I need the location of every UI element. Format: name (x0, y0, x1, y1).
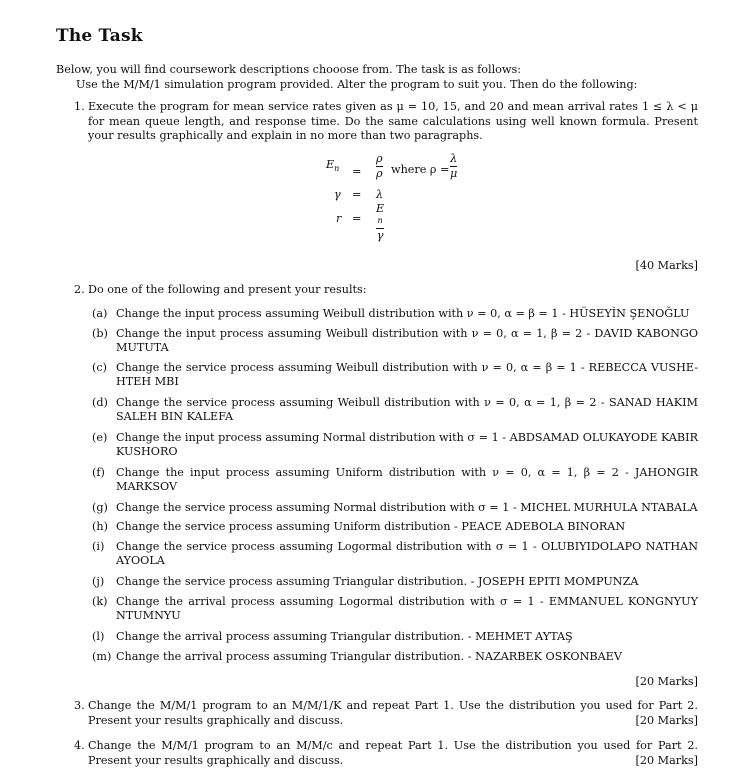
eq-en-subscript: n (334, 164, 340, 173)
eq-r: r (336, 212, 342, 225)
eq-equals-2: = (352, 188, 362, 201)
question-3-text: Change the M/M/1 program to an M/M/1/K and repeat Part 1. Use the distribution you used for Part 2. Present your results graphically and discuss. (88, 699, 698, 727)
question-1-marks: [40 Marks] (635, 259, 698, 272)
document-page: The Task Below, you will find coursework descriptions chooose from. The task is as follows: Use the M/M/1 simulation program provided. Alter the program to suit you. Then do the following: 1. Execute the program for mean service rates given as μ = 10, 15, and 20 and mean arrival rates 1 ≤ λ < μ for mean queue length, and response time. Do the same calculations using well known formula. Present your results graphically and explain in no more than two paragraphs. $E_n$ = $\frac{\rho}{\rho}$ where ρ = $\frac{\lambda}{\mu}$ γ = λ r = E n γ [40 Marks] 2. Do one of the following and present your results: (a) Change the input process assuming Weibull distribution with ν = 0, α = β = 1 - HÜSEYİN ŞENOĞLU (b) Change the input process assuming Weibull distribution with ν = 0, α = 1, β = 2 - DAVID KABONGO MUTUTA (c) Change the service process assuming Weibull distribution with ν = 0, α = β = 1 - REBECCA VUSHE-HTEH MBI (d) Change the service process assuming Weibull distribution with ν = 0, α = 1, β = 2 - SANAD HAKIM SALEH BIN KALEFA (e) Change the input process assuming Normal distribution with σ = 1 - ABDSAMAD OLUKAYODE KABIR KUSHORO (f) Change the input process assuming Uniform distribution with ν = 0, α = 1, β = 2 - JAHONGIR MARKSOV (g) Change the service process assuming Normal distribution with σ = 1 - MICHEL MURHULA NTABALA (h) Change the service process assuming Uniform distribution - PEACE ADEBOLA BINORAN (i) Change the service process assuming Logormal distribution with σ = 1 - OLUBIYIDOLAPO NATHAN AYOOLA (j) Change the service process assuming Triangular distribution. - JOSEPH EPITI MOMPUNZA (k) Change the arrival process assuming Logormal distribution with σ = 1 - EMMANUEL KONGNYUY NTUMNYU (l) Change the arrival process assuming Triangular distribution. - MEHMET AYTAŞ (m) Change the arrival process assuming Triangular distribution. - NAZARBEK OSKONBAEV [20 Marks] 3. Change the M/M/1 program to an M/M/1/K and repeat Part 1. Use the distribution you used for Part 2. Present your results graphically and discuss. [20 Marks] 4. Change the M/M/1 program to an M/M/c and repeat Part 1. Use the distribution you used for Part 2. Present your results graphically and discuss. [20 Marks] (0, 0, 753, 778)
question-1-text: Execute the program for mean service rates given as μ = 10, 15, and 20 and mean arrival rates 1 ≤ λ < μ for mean queue length, and response time. Do the same calculations using well known formula. Present your results graphically and explain in no more than two paragraphs. (88, 100, 698, 143)
eq-en-gamma-fraction: E n γ (376, 202, 385, 242)
question-3-marks: [20 Marks] (635, 714, 698, 727)
intro-line-1: Below, you will find coursework descriptions chooose from. The task is as follows: (56, 63, 522, 76)
question-2-text: Do one of the following and present your results: (88, 283, 367, 296)
intro-line-2: Use the M/M/1 simulation program provided. Alter the program to suit you. Then do the following: (76, 78, 638, 91)
question-2-number: 2. (74, 283, 85, 296)
question-2-marks: [20 Marks] (635, 675, 698, 688)
eq-equals-1: = (352, 165, 362, 178)
eq-lambda-mu-fraction (448, 153, 459, 180)
eq-mu: μ (450, 167, 458, 180)
eq-rho-den: ρ (376, 167, 383, 180)
intro (56, 62, 706, 92)
question-4-number: 4. (74, 739, 85, 752)
eq-where: where ρ = (391, 163, 450, 176)
eq-en-symbol: E (326, 158, 335, 171)
eq-lambda: λ (450, 152, 458, 165)
question-4-text: Change the M/M/1 program to an M/M/c and repeat Part 1. Use the distribution you used for Part 2. Present your results graphically and discuss. (88, 739, 698, 767)
question-3-number: 3. (74, 699, 85, 712)
eq-equals-3: = (352, 212, 362, 225)
question-4-marks: [20 Marks] (635, 754, 698, 767)
eq-rho-fraction (374, 153, 385, 180)
eq-rho-num: ρ (376, 152, 383, 165)
eq-gamma-den: γ (376, 229, 384, 242)
question-1-number: 1. (74, 100, 85, 113)
eq-gamma: γ (334, 188, 341, 201)
equation-en (326, 158, 339, 173)
eq-lambda-2: λ (376, 188, 384, 201)
page-title: The Task (56, 26, 143, 46)
